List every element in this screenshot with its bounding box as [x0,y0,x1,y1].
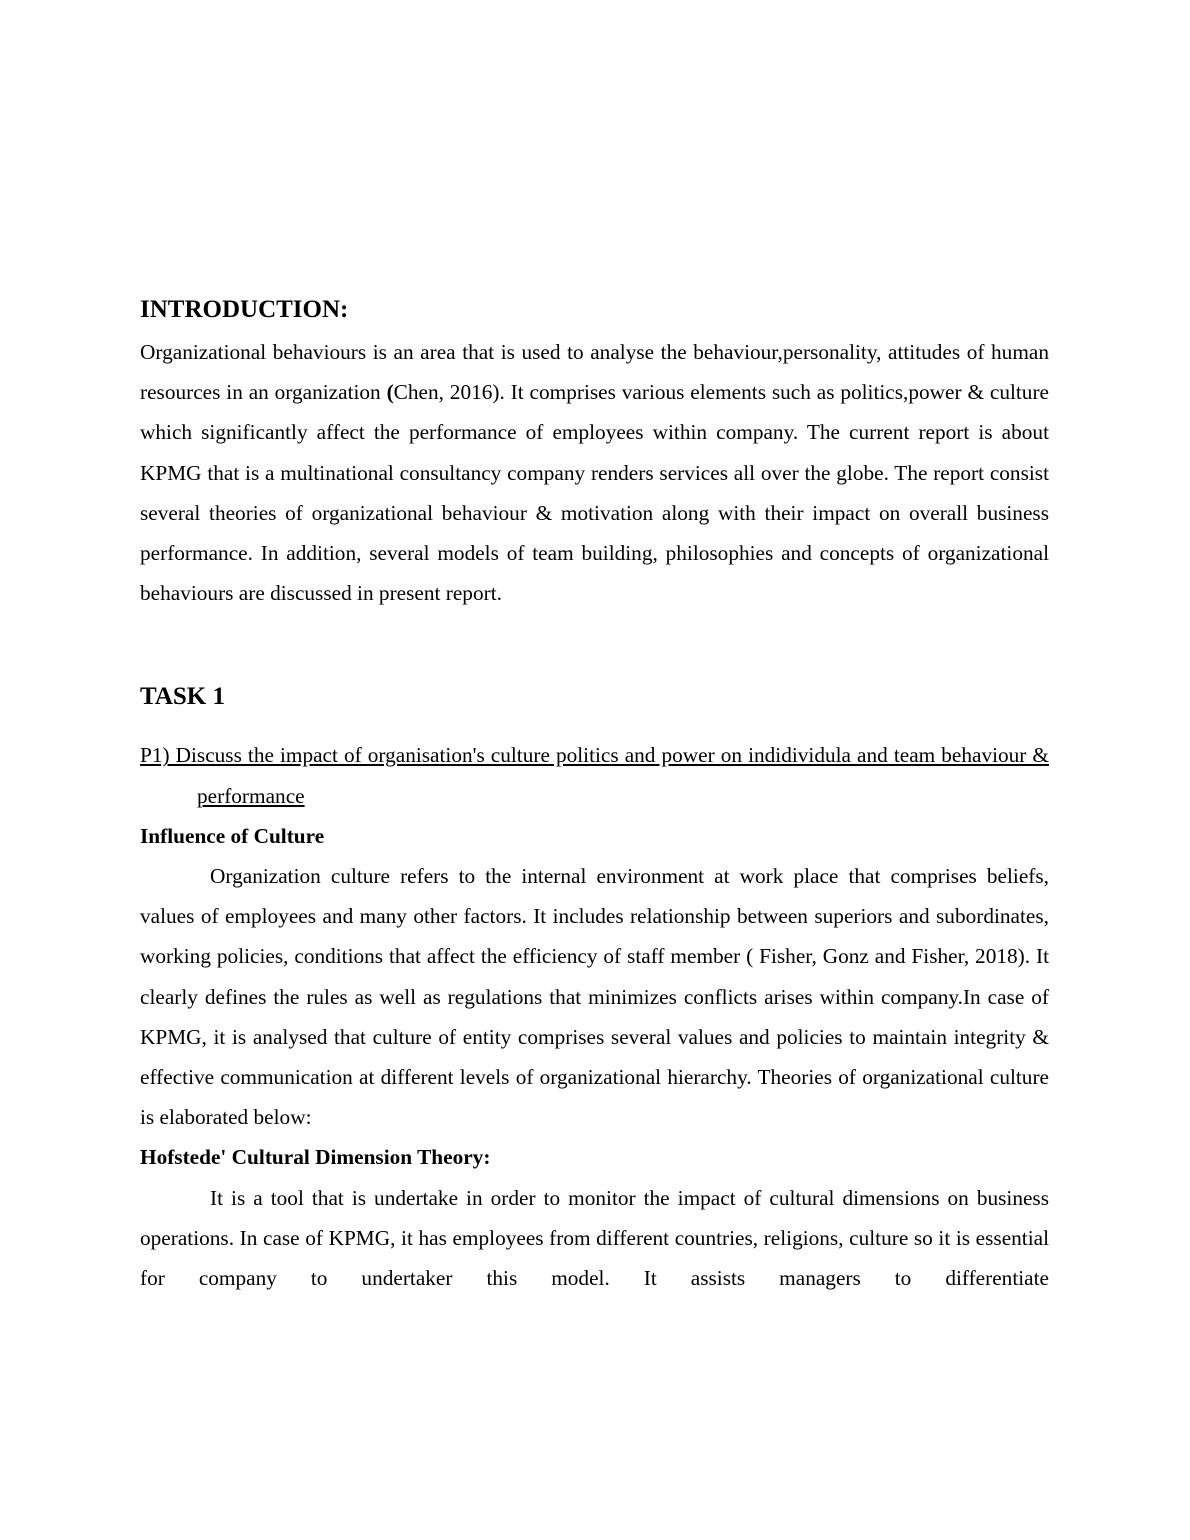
document-page [140,292,1049,1298]
hofstede-heading: Hofstede' Cultural Dimension Theory: [140,1145,491,1170]
introduction-heading: INTRODUCTION: [140,296,349,323]
culture-heading: Influence of Culture [140,823,325,848]
introduction-paragraph [140,332,1049,613]
introduction-text-part-1: Organizational behaviours is an area that is used to analyse the behaviour,personality, attitudes of human resources in an organization [140,340,1049,405]
task1-question: P1) Discuss the impact of organisation's culture politics and power on indidividula and team behaviour & performance [140,743,1049,808]
task1-heading: TASK 1 [140,683,225,711]
culture-paragraph: Organization culture refers to the internal environment at work place that comprises beliefs, values of employees and many other factors. It includes relationship between superiors and subordinates, working policies, conditions that affect the efficiency of staff member ( Fisher, Gonz and Fisher, 2018). It clearly defines the rules as well as regulations that minimizes conflicts arises within company.In case of KPMG, it is analysed that culture of entity comprises several values and policies to maintain integrity & effective communication at different levels of organizational hierarchy. Theories of organizational culture is elaborated below: [140,864,1049,1130]
introduction-text-part-2: Chen, 2016). It comprises various elements such as politics,power & culture which significantly affect the performance of employees within company. The current report is about KPMG that is a multinational consultancy company renders services all over the globe. The report consist several theories of organizational behaviour & motivation along with their impact on overall business performance. In addition, several models of team building, philosophies and concepts of organizational behaviours are discussed in present report. [140,380,1049,606]
hofstede-paragraph: It is a tool that is undertake in order to monitor the impact of cultural dimensions on business operations. In case of KPMG, it has employees from different countries, religions, culture so it is essential for company to undertaker this model. It assists managers to differentiate [140,1185,1049,1291]
introduction-open-paren: ( [386,380,394,405]
